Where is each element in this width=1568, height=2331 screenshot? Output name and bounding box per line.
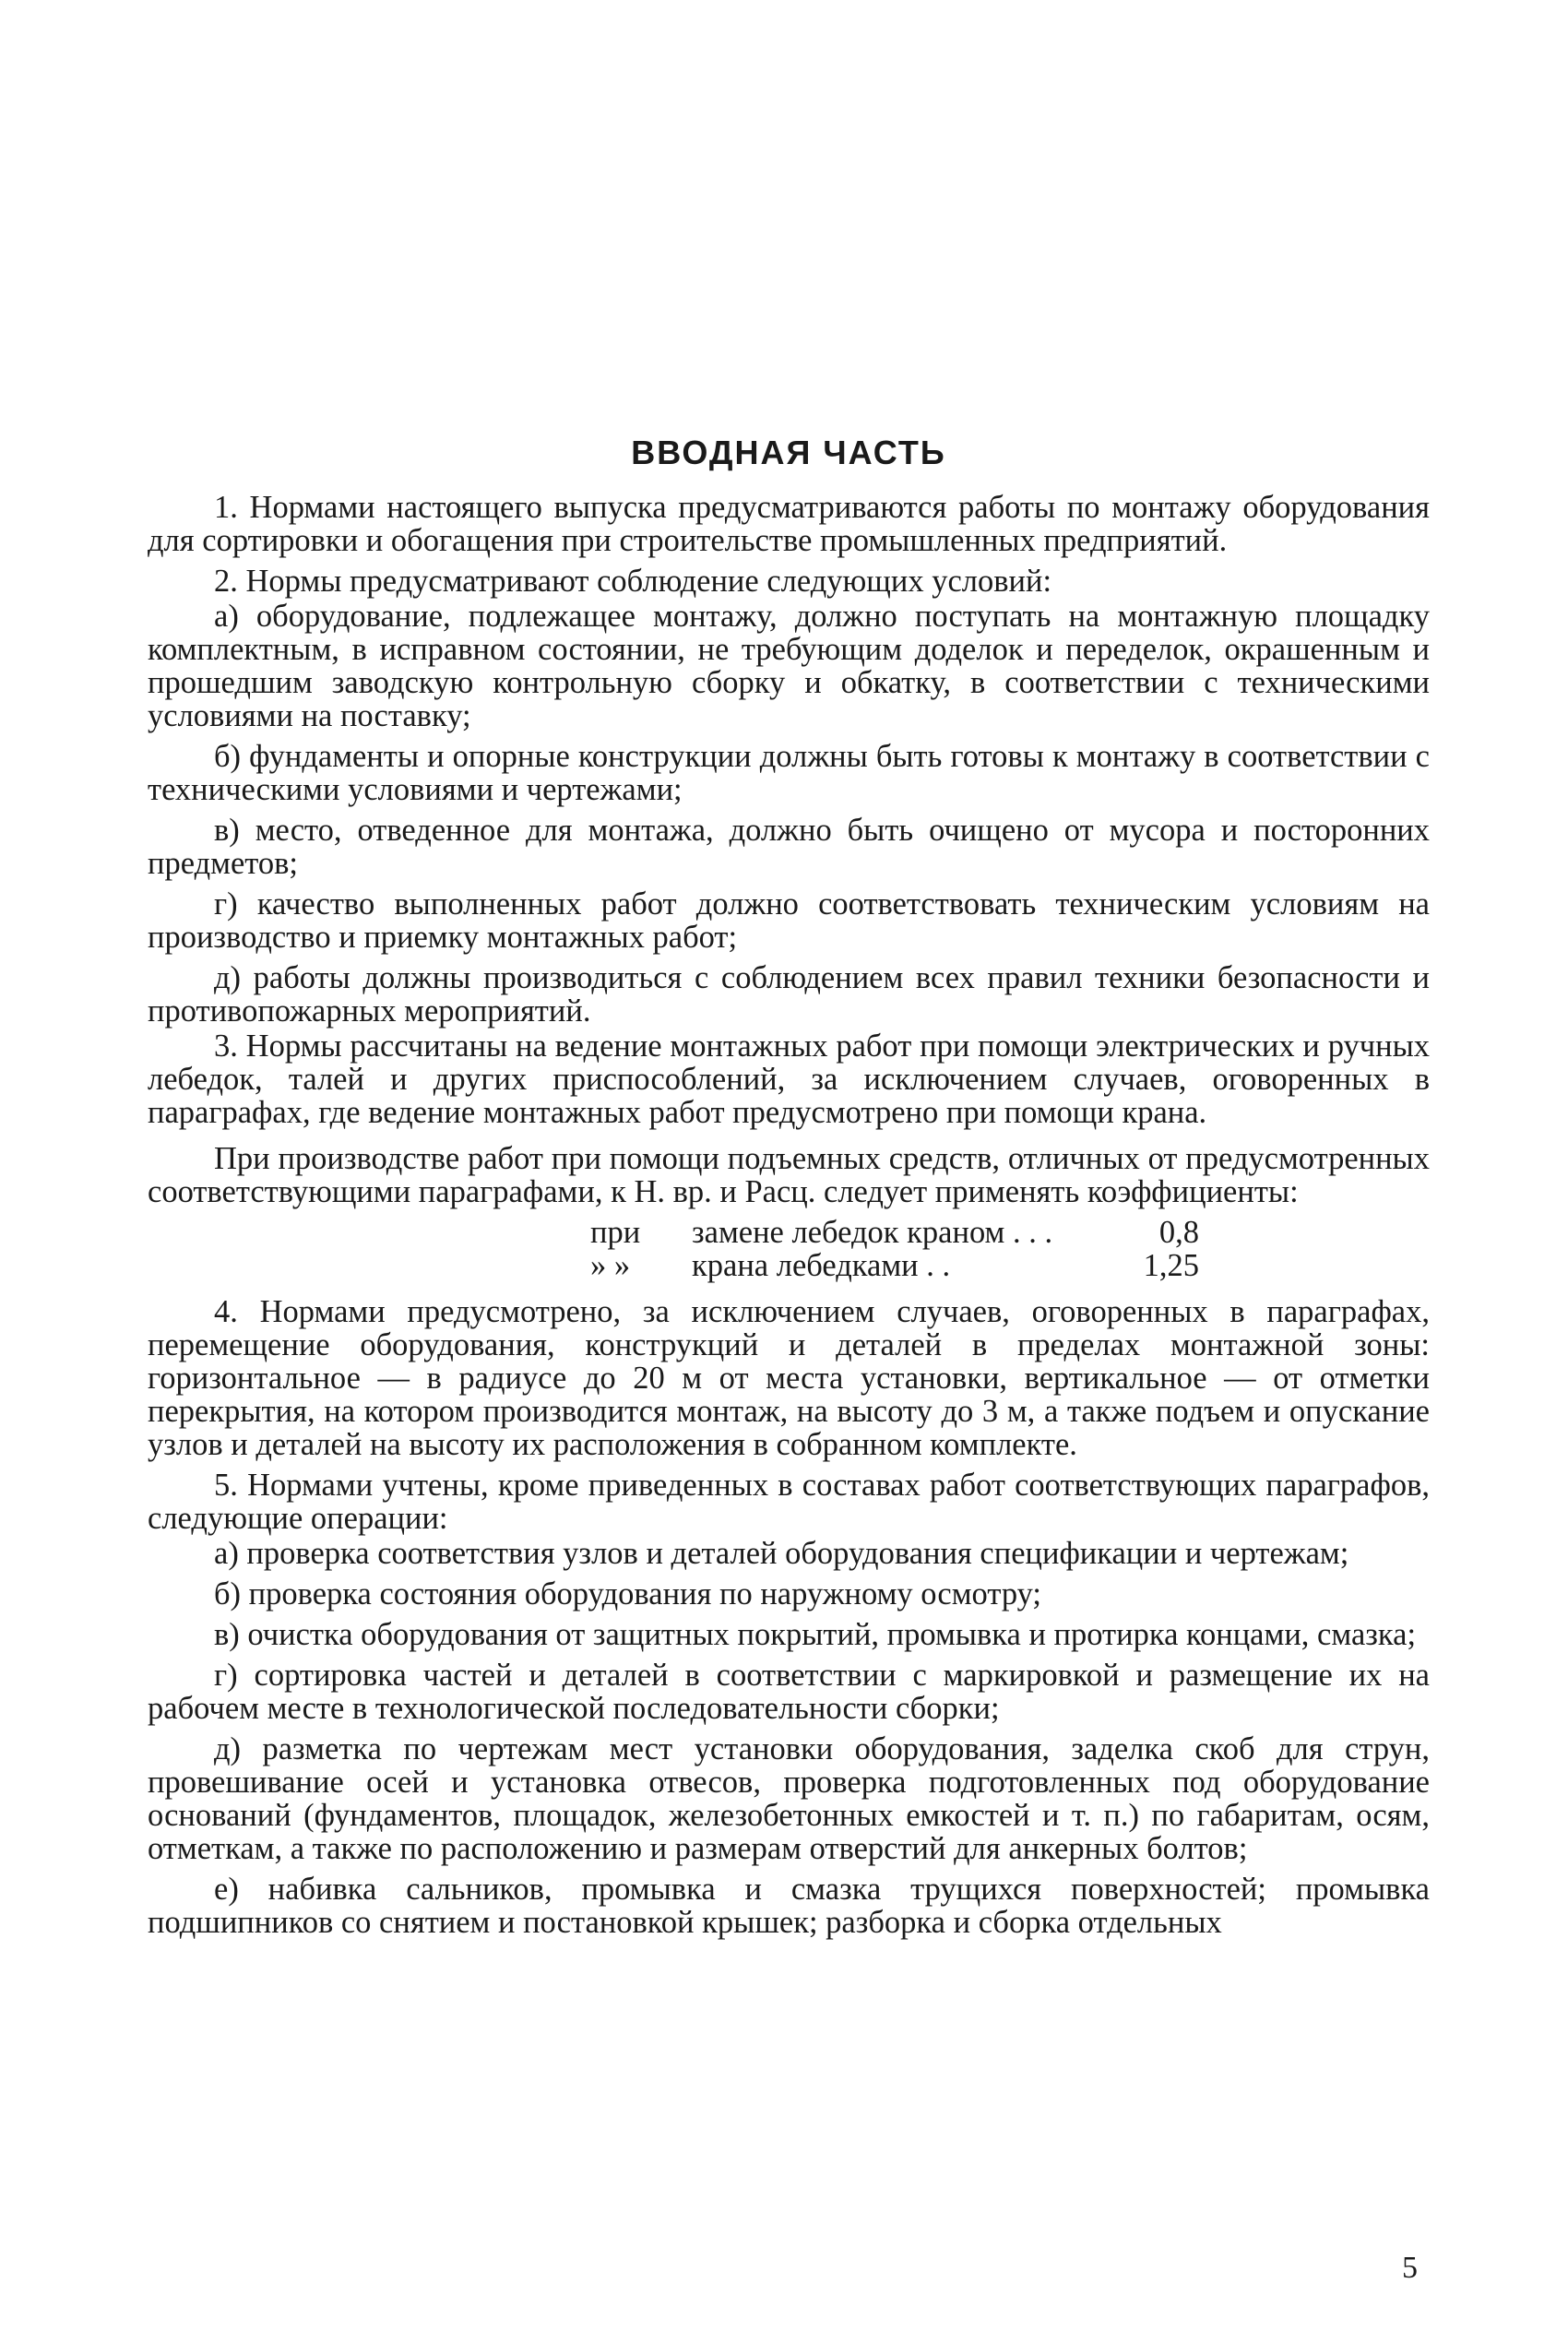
paragraph-1: 1. Нормами настоящего выпуска предусматриваются работы по монтажу оборудования для сортировки и обогащения при строительстве промышленных предприятий.: [148, 490, 1430, 558]
paragraph-5: 5. Нормами учтены, кроме приведенных в составах работ соответствующих параграфов, следующие операции:: [148, 1468, 1430, 1536]
coefficient-text: замене лебедок краном . . .: [692, 1215, 1053, 1250]
condition-b: б) фундаменты и опорные конструкции должны быть готовы к монтажу в соответствии с техническими условиями и чертежами;: [148, 739, 1430, 807]
coefficient-list: [590, 1216, 1236, 1282]
operation-d: д) разметка по чертежам мест установки оборудования, заделка скоб для струн, провешивание осей и установка отвесов, проверка подготовленных под оборудование оснований (фундаментов, площадок, железобетонных емкостей и т. п.) по габаритам, осям, отметкам, а также по расположению и размерам отверстий для анкерных болтов;: [148, 1731, 1430, 1866]
paragraph-3: 3. Нормы рассчитаны на ведение монтажных работ при помощи электрических и ручных лебедок, талей и других приспособлений, за исключением случаев, оговоренных в параграфах, где ведение монтажных работ предусмотрено при помощи крана.: [148, 1029, 1430, 1130]
coefficient-prefix: при: [590, 1215, 641, 1250]
paragraph-2: 2. Нормы предусматривают соблюдение следующих условий:: [214, 564, 1052, 599]
operation-e: е) набивка сальников, промывка и смазка трущихся поверхностей; промывка подшипников со снятием и постановкой крышек; разборка и сборка отдельных: [148, 1872, 1430, 1940]
coefficient-row: [590, 1216, 1236, 1249]
document-body: [148, 434, 1430, 1946]
coefficient-value: 1,25: [1143, 1248, 1199, 1283]
condition-d: д) работы должны производиться с соблюдением всех правил техники безопасности и противопожарных мероприятий.: [148, 960, 1430, 1029]
operation-b: б) проверка состояния оборудования по наружному осмотру;: [214, 1576, 1042, 1611]
paragraph-coefficients-intro: При производстве работ при помощи подъемных средств, отличных от предусмотренных соответствующими параграфами, к Н. вр. и Расц. следует применять коэффициенты:: [148, 1141, 1430, 1209]
operation-v: в) очистка оборудования от защитных покрытий, промывка и протирка концами, смазка;: [214, 1617, 1417, 1652]
section-title: ВВОДНАЯ ЧАСТЬ: [631, 434, 946, 471]
coefficient-row: [590, 1249, 1236, 1282]
page-number: 5: [1402, 2251, 1418, 2285]
coefficient-value: 0,8: [1158, 1215, 1199, 1250]
condition-g: г) качество выполненных работ должно соответствовать техническим условиям на производство и приемку монтажных работ;: [148, 886, 1430, 955]
operation-g: г) сортировка частей и деталей в соответствии с маркировкой и размещение их на рабочем месте в технологической последовательности сборки;: [148, 1658, 1430, 1726]
paragraph-4: 4. Нормами предусмотрено, за исключением случаев, оговоренных в параграфах, перемещение оборудования, конструкций и деталей в пределах монтажной зоны: горизонтальное — в радиусе до 20 м от места установки, вертикальное — от отметки перекрытия, на котором производится монтаж, на высоту до 3 м, а также подъем и опускание узлов и деталей на высоту их расположения в собранном комплекте.: [148, 1294, 1430, 1462]
operation-a: а) проверка соответствия узлов и деталей оборудования спецификации и чертежам;: [214, 1536, 1349, 1571]
coefficient-prefix: » »: [590, 1248, 631, 1283]
condition-v: в) место, отведенное для монтажа, должно быть очищено от мусора и посторонних предметов;: [148, 813, 1430, 881]
condition-a: а) оборудование, подлежащее монтажу, должно поступать на монтажную площадку комплектным, в исправном состоянии, не требующим доделок и переделок, окрашенным и прошедшим заводскую контрольную сборку и обкатку, в соответствии с техническими условиями на поставку;: [148, 599, 1430, 733]
coefficient-text: крана лебедками . .: [692, 1248, 951, 1283]
